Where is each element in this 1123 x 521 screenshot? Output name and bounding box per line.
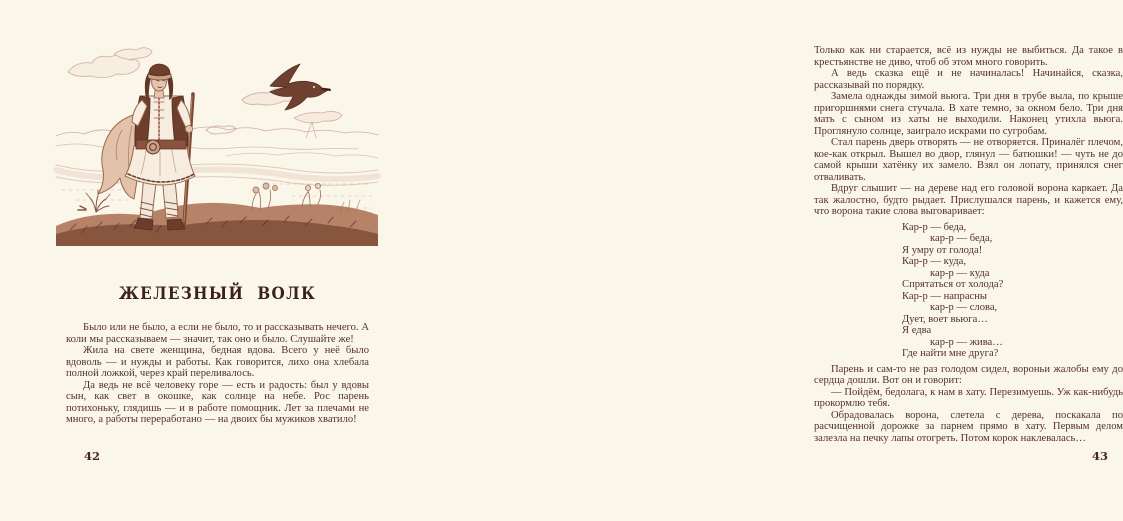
verse-line: Спрятаться от холода? xyxy=(902,279,1004,290)
verse-line: Кар-р — беда, xyxy=(902,221,967,233)
page-number-right: 43 xyxy=(1091,449,1108,463)
left-page-text xyxy=(66,322,369,426)
verse-line: кар-р — жива… xyxy=(930,336,1003,348)
paragraph: Жила на свете женщина, бедная вдова. Всего у неё было вдоволь — и нужды и работы. Как говорится, лихо она хлебала полной ложкой, через край переливалось. xyxy=(66,345,369,379)
flowers xyxy=(78,190,110,212)
paragraph: Парень и сам-то не раз голодом сидел, вороньи жалобы ему до сердца дошли. Вот он и говорит: xyxy=(814,363,1123,386)
foreground-mound xyxy=(56,203,378,246)
verse-line: Я умру от голода! xyxy=(902,244,983,256)
belt-buckle xyxy=(146,140,160,154)
verse-line: кар-р — куда xyxy=(930,267,990,279)
paragraph: Замела однажды зимой вьюга. Три дня в трубе выла, по крыше пригоршнями снега стучала. В хате темно, за окном бело. Три дня мать с сыном из хаты не выходили. Наконец утихла вьюга. Проглянуло солнце, заиграло искрами по сугробам. xyxy=(814,91,1123,137)
paragraph: Было или не было, а если не было, то и рассказывать нечего. А коли мы рассказываем — значит, так оно и было. Слушайте же! xyxy=(66,322,369,345)
illustration-drawing xyxy=(56,34,378,246)
verse-line: Кар-р — куда, xyxy=(902,256,967,267)
page-number-left: 42 xyxy=(84,449,101,463)
paragraph: А ведь сказка ещё и не начиналась! Начинайся, сказка, рассказывай по порядку. xyxy=(814,68,1123,91)
story-title: ЖЕЛЕЗНЫЙ ВОЛК xyxy=(118,284,317,303)
hat xyxy=(149,64,170,76)
paragraph: Вдруг слышит — на дереве над его головой ворона каркает. Да так жалостно, будто рыдает. Прислушался парень, и кажется ему, что ворона такие слова выговаривает: xyxy=(814,183,1123,217)
paragraph: — Пойдём, бедолага, к нам в хату. Перезимуешь. Уж как-нибудь прокормлю тебя. xyxy=(814,386,1123,409)
verse-line: Дует, воет вьюга… xyxy=(902,313,988,325)
crow-verse xyxy=(814,222,1123,360)
hand xyxy=(185,125,192,132)
story-illustration xyxy=(56,34,378,246)
paragraph: Да ведь не всё человеку горе — есть и радость: был у вдовы сын, как свет в окошке, как солнце на небе. Рос парень потихоньку, глядишь — и в работе помощник. Лет за плечами не много, а работы переработано — на двоих бы мужиков хватило! xyxy=(66,379,369,425)
verse-line: Я едва xyxy=(902,325,932,336)
right-page-text xyxy=(814,45,1123,444)
left-page xyxy=(0,0,385,521)
verse-line: кар-р — слова, xyxy=(930,302,998,313)
paragraph: Обрадовалась ворона, слетела с дерева, поскакала по расчищенной дорожке за парнем прямо в хату. Первым делом залезла на печку лапы отогреть. Потом корок наклевалась… xyxy=(814,409,1123,444)
right-page xyxy=(385,0,1123,521)
man-figure xyxy=(98,64,195,230)
verse-line: Кар-р — напрасны xyxy=(902,290,988,302)
verse-line: Где найти мне друга? xyxy=(902,348,999,359)
paragraph: Только как ни старается, всё из нужды не выбиться. Да такое в крестьянстве не диво, чтоб об этом много говорить. xyxy=(814,45,1123,68)
verse-line: кар-р — беда, xyxy=(930,233,993,244)
paragraph: Стал парень дверь отворять — не отворяется. Приналёг плечом, кое-как открыл. Вышел во двор, глянул — батюшки! — чуть не до самой крыши хатёнку их замело. Взял он лопату, принялся снег отваливать. xyxy=(814,137,1123,183)
